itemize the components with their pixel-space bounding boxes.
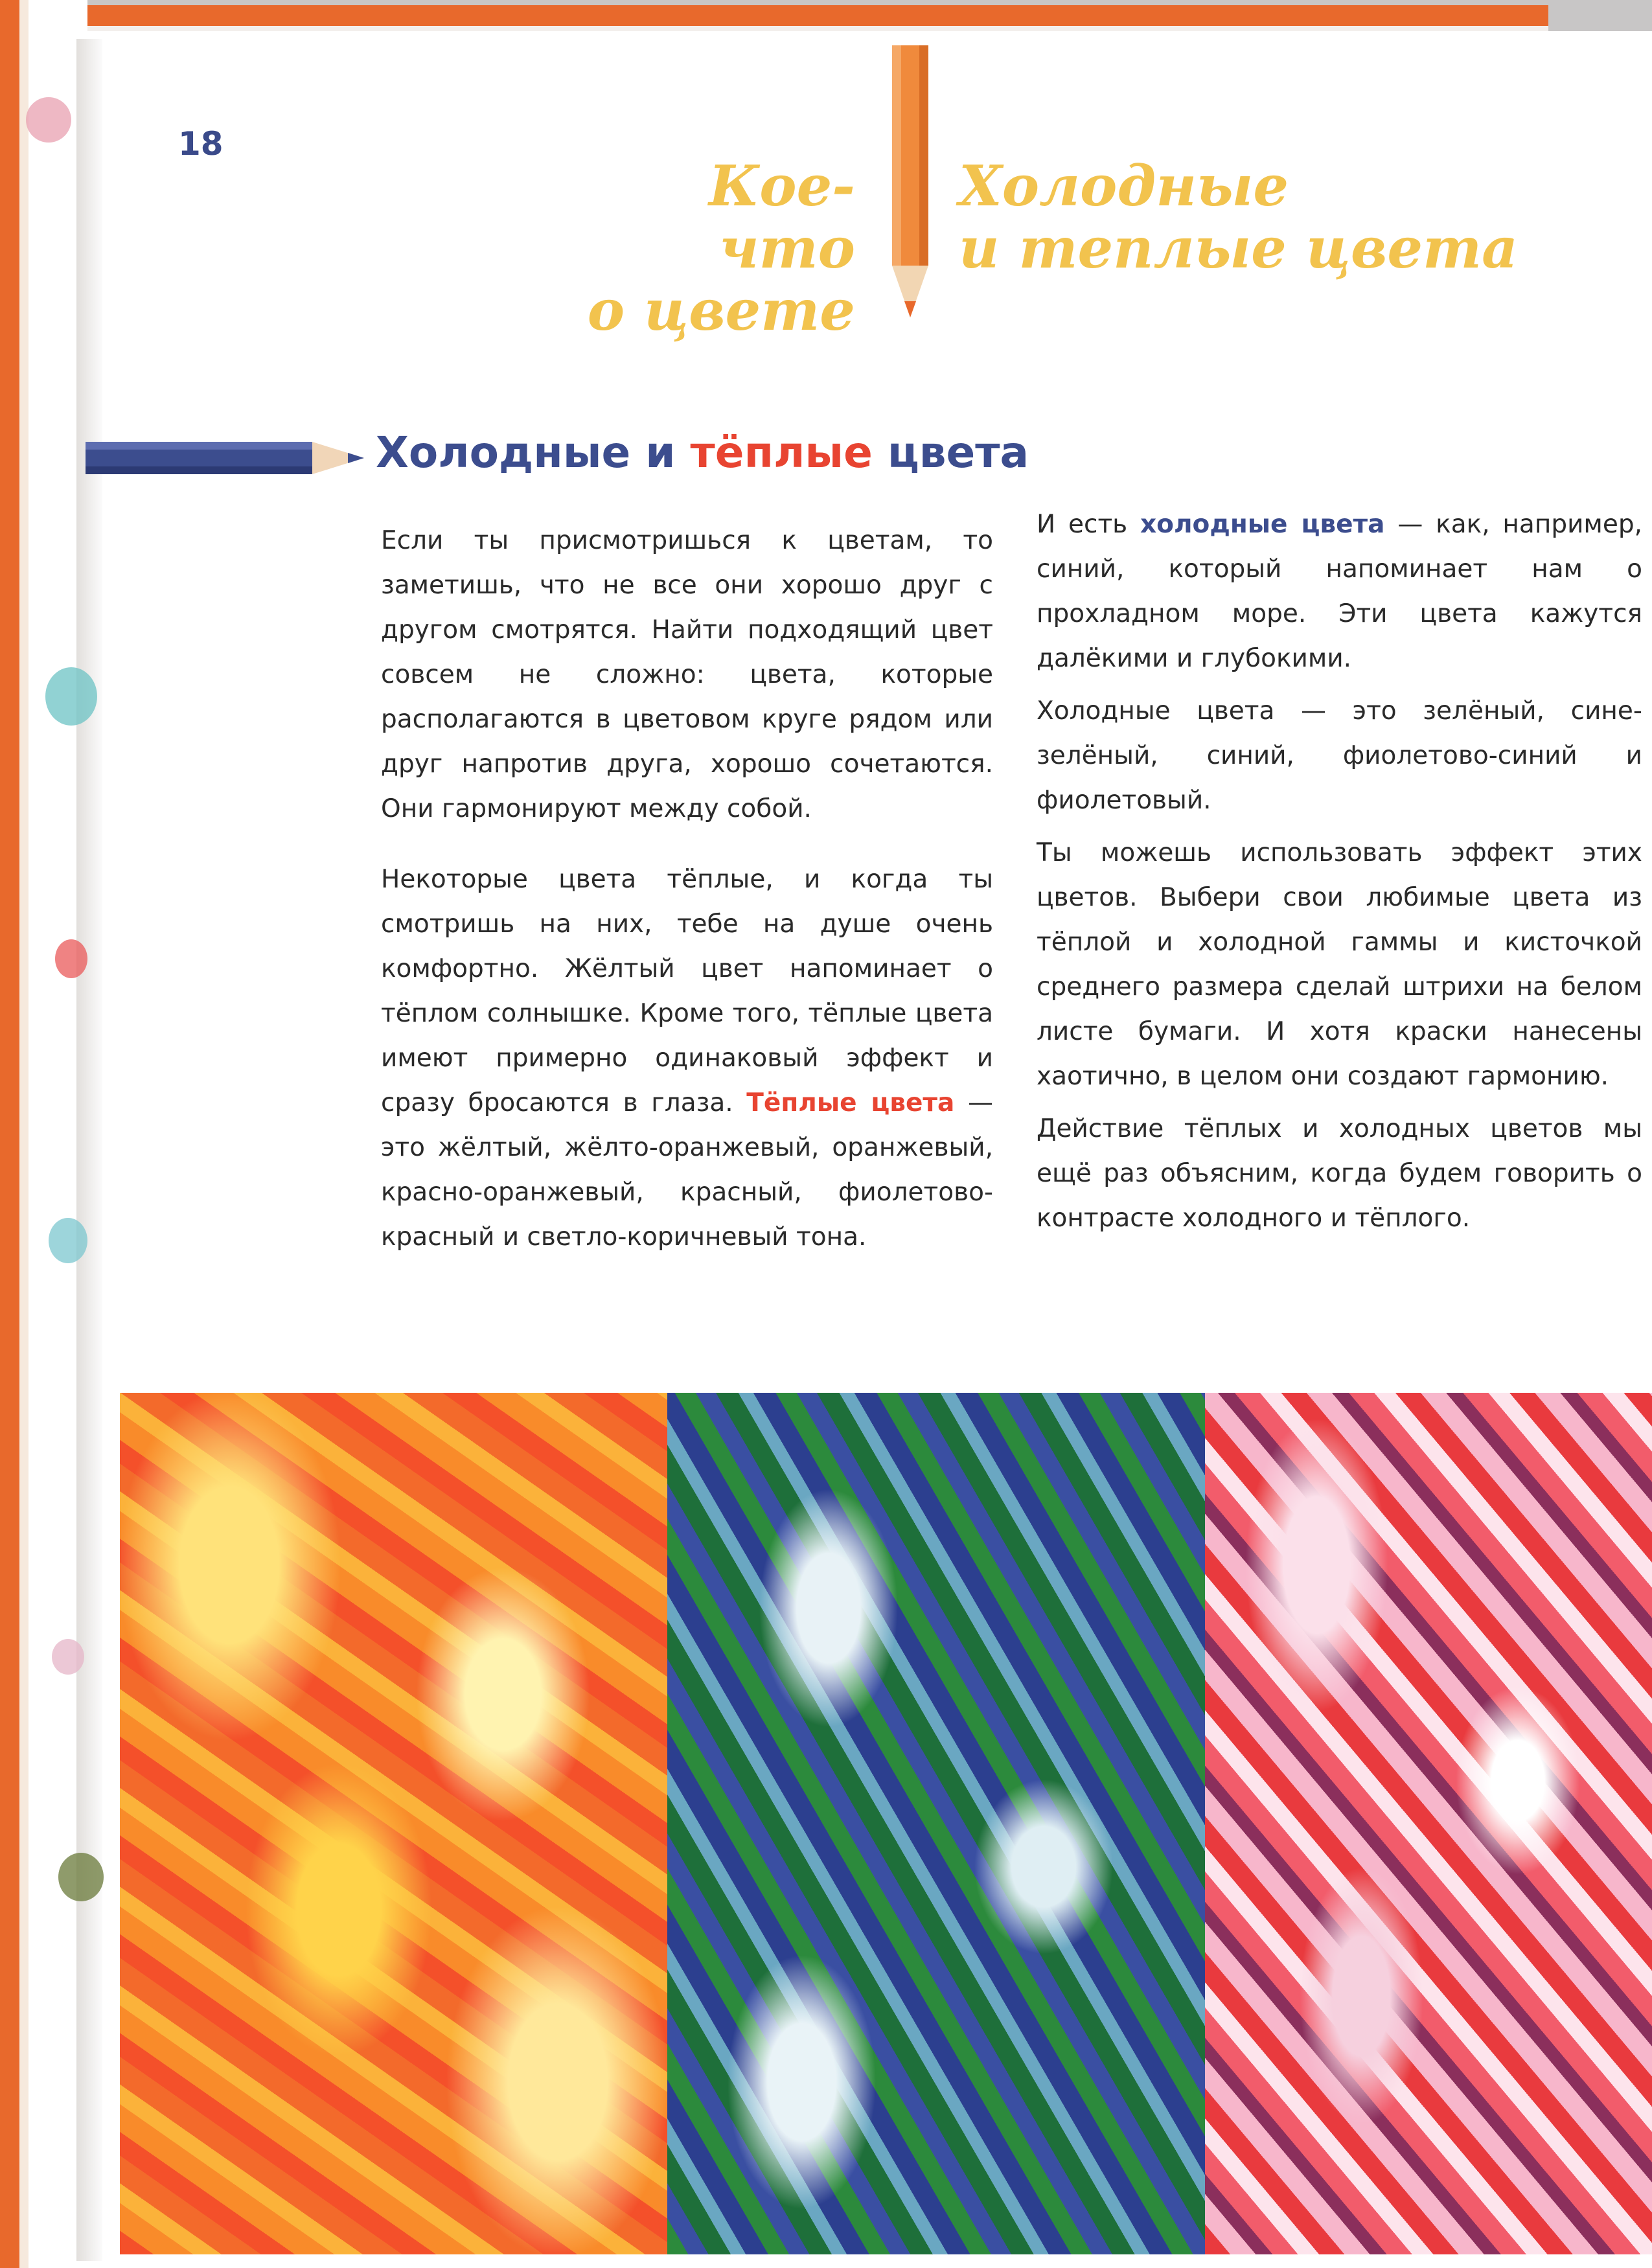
page-spine bbox=[76, 39, 102, 2261]
section-title bbox=[376, 428, 1029, 477]
paragraph bbox=[1037, 502, 1642, 681]
paint-splash bbox=[55, 939, 87, 978]
paint-splash bbox=[58, 1853, 104, 1901]
paint-splash bbox=[49, 1218, 87, 1263]
paragraph-text: — это жёлтый, жёлто-оранжевый, оранжевый, красно-оранжевый, красный, фиолетово-красный и светло-коричневый тона. bbox=[381, 1088, 993, 1252]
paragraph bbox=[381, 857, 993, 1259]
pink-red-painting bbox=[1205, 1393, 1652, 2254]
section-title-part: цвета bbox=[872, 428, 1029, 477]
section-title-part: Холодные и bbox=[376, 428, 691, 477]
paragraph: Если ты присмотришься к цветам, то заметишь, что не все они хорошо друг с другом смотрятся. Найти подходящий цвет совсем не сложно: цвета, которые располагаются в цветовом круге рядом или друг напротив друга, хорошо сочетаются. Они гармонируют между собой. bbox=[381, 526, 993, 823]
paragraph-text: Некоторые цвета тёплые, и когда ты смотришь на них, тебе на душе очень комфортно. Жёлтый цвет напоминает о тёплом солнышке. Кроме того, тёплые цвета имеют примерно одинаковый эффект и сразу бросаются в глаза. bbox=[381, 865, 993, 1117]
header-chapter-title bbox=[583, 155, 855, 342]
text-column-left bbox=[381, 518, 993, 1259]
section-title-part: тёплые bbox=[690, 428, 873, 477]
scanner-margin bbox=[1548, 0, 1652, 31]
paragraph-text: И есть bbox=[1037, 510, 1141, 539]
paragraph: Холодные цвета — это зелёный, сине-зелёный, синий, фиолетово-синий и фиолетовый. bbox=[1037, 696, 1642, 815]
paragraph: Ты можешь использовать эффект этих цветов. Выбери свои любимые цвета из тёплой и холодной гаммы и кисточкой среднего размера сделай штрихи на белом листе бумаги. И хотя краски нанесены хаотично, в целом они создают гармонию. bbox=[1037, 838, 1642, 1091]
paint-splash bbox=[26, 97, 71, 143]
header-line: о цвете bbox=[587, 278, 855, 343]
header-line: Холодные bbox=[959, 154, 1289, 219]
paragraph: Действие тёплых и холодных цветов мы ещё раз объясним, когда будем говорить о контрасте холодного и тёплого. bbox=[1037, 1114, 1642, 1233]
book-left-edge bbox=[0, 0, 87, 2268]
cool-colors-painting bbox=[667, 1393, 1205, 2254]
paint-splash bbox=[45, 667, 97, 726]
text-column-right bbox=[1037, 502, 1642, 1241]
header-section-title bbox=[959, 155, 1542, 280]
header-line: и теплые цвета bbox=[959, 216, 1518, 281]
cool-colors-highlight: холодные цвета bbox=[1140, 510, 1385, 539]
book-top-edge bbox=[0, 0, 1652, 31]
blue-pencil-icon bbox=[86, 435, 371, 481]
header-line: Кое-что bbox=[708, 154, 855, 281]
warm-colors-painting bbox=[120, 1393, 667, 2254]
paragraph-text: — как, например, синий, который напоминает нам о прохладном море. Эти цвета кажутся далёкими и глубокими. bbox=[1037, 510, 1643, 673]
page-number: 18 bbox=[178, 125, 224, 163]
warm-colors-highlight: Тёплые цвета bbox=[746, 1088, 955, 1117]
paint-splash bbox=[52, 1639, 84, 1675]
orange-pencil-icon bbox=[884, 45, 936, 324]
